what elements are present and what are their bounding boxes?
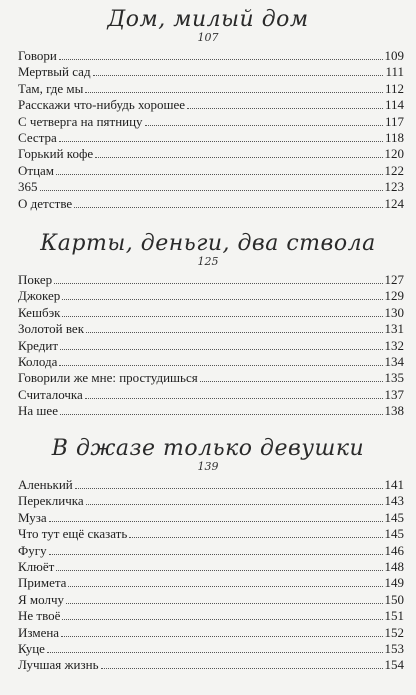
- toc-entry: [0, 403, 416, 419]
- toc-entry-title: Кешбэк: [18, 304, 61, 320]
- toc-entry-title: Мертвый сад: [18, 64, 91, 80]
- toc-entry-title: Джокер: [18, 288, 61, 304]
- toc-entry-title: Горький кофе: [18, 146, 94, 162]
- dot-leader: [86, 503, 383, 505]
- toc-entry-page: 135: [384, 370, 404, 386]
- dot-leader: [129, 536, 382, 538]
- toc-entry-page: 153: [384, 640, 404, 656]
- toc-entry-title: Перекличка: [18, 493, 84, 509]
- dot-leader: [68, 585, 382, 587]
- toc-entry: [0, 592, 416, 608]
- toc-section-home: [0, 8, 416, 212]
- toc-entry-title: Колода: [18, 353, 58, 369]
- dot-leader: [66, 602, 382, 604]
- toc-entry-page: 150: [384, 591, 404, 607]
- toc-entry: [0, 575, 416, 591]
- toc-entry-title: Клюёт: [18, 558, 55, 574]
- toc-entry-page: 131: [384, 321, 404, 337]
- toc-entry: [0, 97, 416, 113]
- toc-entry: [0, 387, 416, 403]
- toc-entry-page: 152: [384, 624, 404, 640]
- dot-leader: [74, 206, 382, 208]
- toc-entry: [0, 163, 416, 179]
- toc-entry-page: 146: [384, 542, 404, 558]
- toc-list: [0, 48, 416, 212]
- toc-entry: [0, 526, 416, 542]
- dot-leader: [56, 173, 382, 175]
- dot-leader: [54, 282, 382, 284]
- toc-entry-page: 151: [384, 608, 404, 624]
- toc-entry-title: Золотой век: [18, 321, 85, 337]
- toc-entry: [0, 543, 416, 559]
- toc-entry: [0, 657, 416, 673]
- dot-leader: [85, 91, 383, 93]
- dot-leader: [85, 397, 383, 399]
- toc-entry-title: Покер: [18, 272, 53, 287]
- dot-leader: [61, 635, 382, 637]
- toc-entry-title: Измена: [18, 624, 60, 640]
- toc-entry-title: Там, где мы: [18, 80, 84, 96]
- dot-leader: [59, 364, 382, 366]
- section-title: В джазе только девушки: [51, 436, 365, 461]
- dot-leader: [60, 348, 382, 350]
- toc-entry: [0, 354, 416, 370]
- toc-entry-page: 132: [384, 337, 404, 353]
- toc-entry-title: Кредит: [18, 337, 59, 353]
- toc-entry-title: Я молчу: [18, 591, 65, 607]
- toc-entry-page: 124: [384, 195, 404, 211]
- toc-entry-title: Расскажи что-нибудь хорошее: [18, 97, 186, 113]
- toc-entry: [0, 625, 416, 641]
- dot-leader: [59, 58, 383, 60]
- toc-entry-title: Что тут ещё сказать: [18, 526, 128, 542]
- section-page-number: 139: [197, 460, 219, 473]
- toc-entry: [0, 559, 416, 575]
- toc-entry-title: 365: [18, 179, 38, 195]
- toc-section-cards: [0, 232, 416, 420]
- dot-leader: [75, 487, 383, 489]
- dot-leader: [62, 618, 382, 620]
- toc-entry-title: Говори: [18, 48, 57, 63]
- toc-entry: [0, 493, 416, 509]
- toc-entry: [0, 130, 416, 146]
- dot-leader: [59, 140, 383, 142]
- toc-list: [0, 477, 416, 674]
- section-page-number: 107: [197, 31, 219, 44]
- toc-entry: [0, 288, 416, 304]
- toc-entry: [0, 196, 416, 212]
- dot-leader: [187, 107, 383, 109]
- toc-entry-page: 148: [384, 558, 404, 574]
- toc-entry: [0, 370, 416, 386]
- toc-entry-title: Аленький: [18, 477, 73, 492]
- dot-leader: [49, 553, 383, 555]
- dot-leader: [145, 124, 383, 126]
- toc-entry-page: 149: [384, 575, 404, 591]
- toc-entry: [0, 114, 416, 130]
- toc-entry-title: Считалочка: [18, 386, 83, 402]
- toc-entry-page: 143: [384, 493, 404, 509]
- toc-entry: [0, 510, 416, 526]
- toc-list: [0, 272, 416, 420]
- toc-entry-page: 122: [384, 162, 404, 178]
- dot-leader: [60, 413, 383, 415]
- toc-entry: [0, 48, 416, 64]
- dot-leader: [93, 74, 384, 76]
- toc-entry-page: 109: [384, 48, 404, 63]
- toc-entry: [0, 321, 416, 337]
- dot-leader: [47, 651, 383, 653]
- toc-section-jazz: [0, 437, 416, 674]
- toc-entry-page: 145: [384, 526, 404, 542]
- toc-entry-page: 145: [384, 509, 404, 525]
- toc-entry-page: 127: [384, 272, 404, 287]
- toc-entry-page: 120: [384, 146, 404, 162]
- toc-entry-title: Не твоё: [18, 608, 61, 624]
- toc-entry-title: Примета: [18, 575, 67, 591]
- toc-entry-page: 118: [384, 129, 404, 145]
- toc-entry: [0, 81, 416, 97]
- dot-leader: [101, 667, 383, 669]
- toc-entry-title: О детстве: [18, 195, 73, 211]
- section-page-number: 125: [197, 255, 219, 268]
- toc-entry-title: Муза: [18, 509, 47, 525]
- toc-entry-page: 141: [384, 477, 404, 492]
- toc-entry-page: 134: [384, 353, 404, 369]
- dot-leader: [200, 380, 383, 382]
- toc-entry: [0, 64, 416, 80]
- toc-entry-page: 130: [384, 304, 404, 320]
- toc-entry: [0, 146, 416, 162]
- toc-entry-page: 112: [384, 80, 404, 96]
- toc-entry-page: 154: [384, 657, 404, 673]
- toc-entry-title: Говорили же мне: простудишься: [18, 370, 198, 386]
- toc-entry-page: 114: [384, 97, 404, 113]
- toc-entry: [0, 272, 416, 288]
- toc-entry: [0, 338, 416, 354]
- toc-entry: [0, 477, 416, 493]
- toc-entry-title: Лучшая жизнь: [18, 657, 99, 673]
- toc-entry-title: Фугу: [18, 542, 47, 558]
- dot-leader: [62, 315, 382, 317]
- dot-leader: [95, 156, 382, 158]
- toc-entry: [0, 608, 416, 624]
- toc-entry-page: 129: [384, 288, 404, 304]
- section-title: Дом, милый дом: [107, 7, 309, 32]
- toc-entry-page: 138: [384, 403, 404, 419]
- toc-entry-title: Куце: [18, 640, 45, 656]
- toc-entry-title: Сестра: [18, 129, 57, 145]
- toc-entry-page: 137: [384, 386, 404, 402]
- toc-entry-title: С четверга на пятницу: [18, 113, 143, 129]
- toc-entry: [0, 179, 416, 195]
- toc-entry-page: 123: [384, 179, 404, 195]
- dot-leader: [62, 298, 382, 300]
- dot-leader: [49, 520, 383, 522]
- toc-entry: [0, 305, 416, 321]
- dot-leader: [40, 189, 383, 191]
- toc-entry-page: 111: [385, 64, 404, 80]
- toc-entry: [0, 641, 416, 657]
- dot-leader: [56, 569, 382, 571]
- toc-entry-title: На шее: [18, 403, 58, 419]
- toc-entry-page: 117: [384, 113, 404, 129]
- section-title: Карты, деньги, два ствола: [40, 231, 376, 256]
- dot-leader: [86, 331, 382, 333]
- toc-entry-title: Отцам: [18, 162, 55, 178]
